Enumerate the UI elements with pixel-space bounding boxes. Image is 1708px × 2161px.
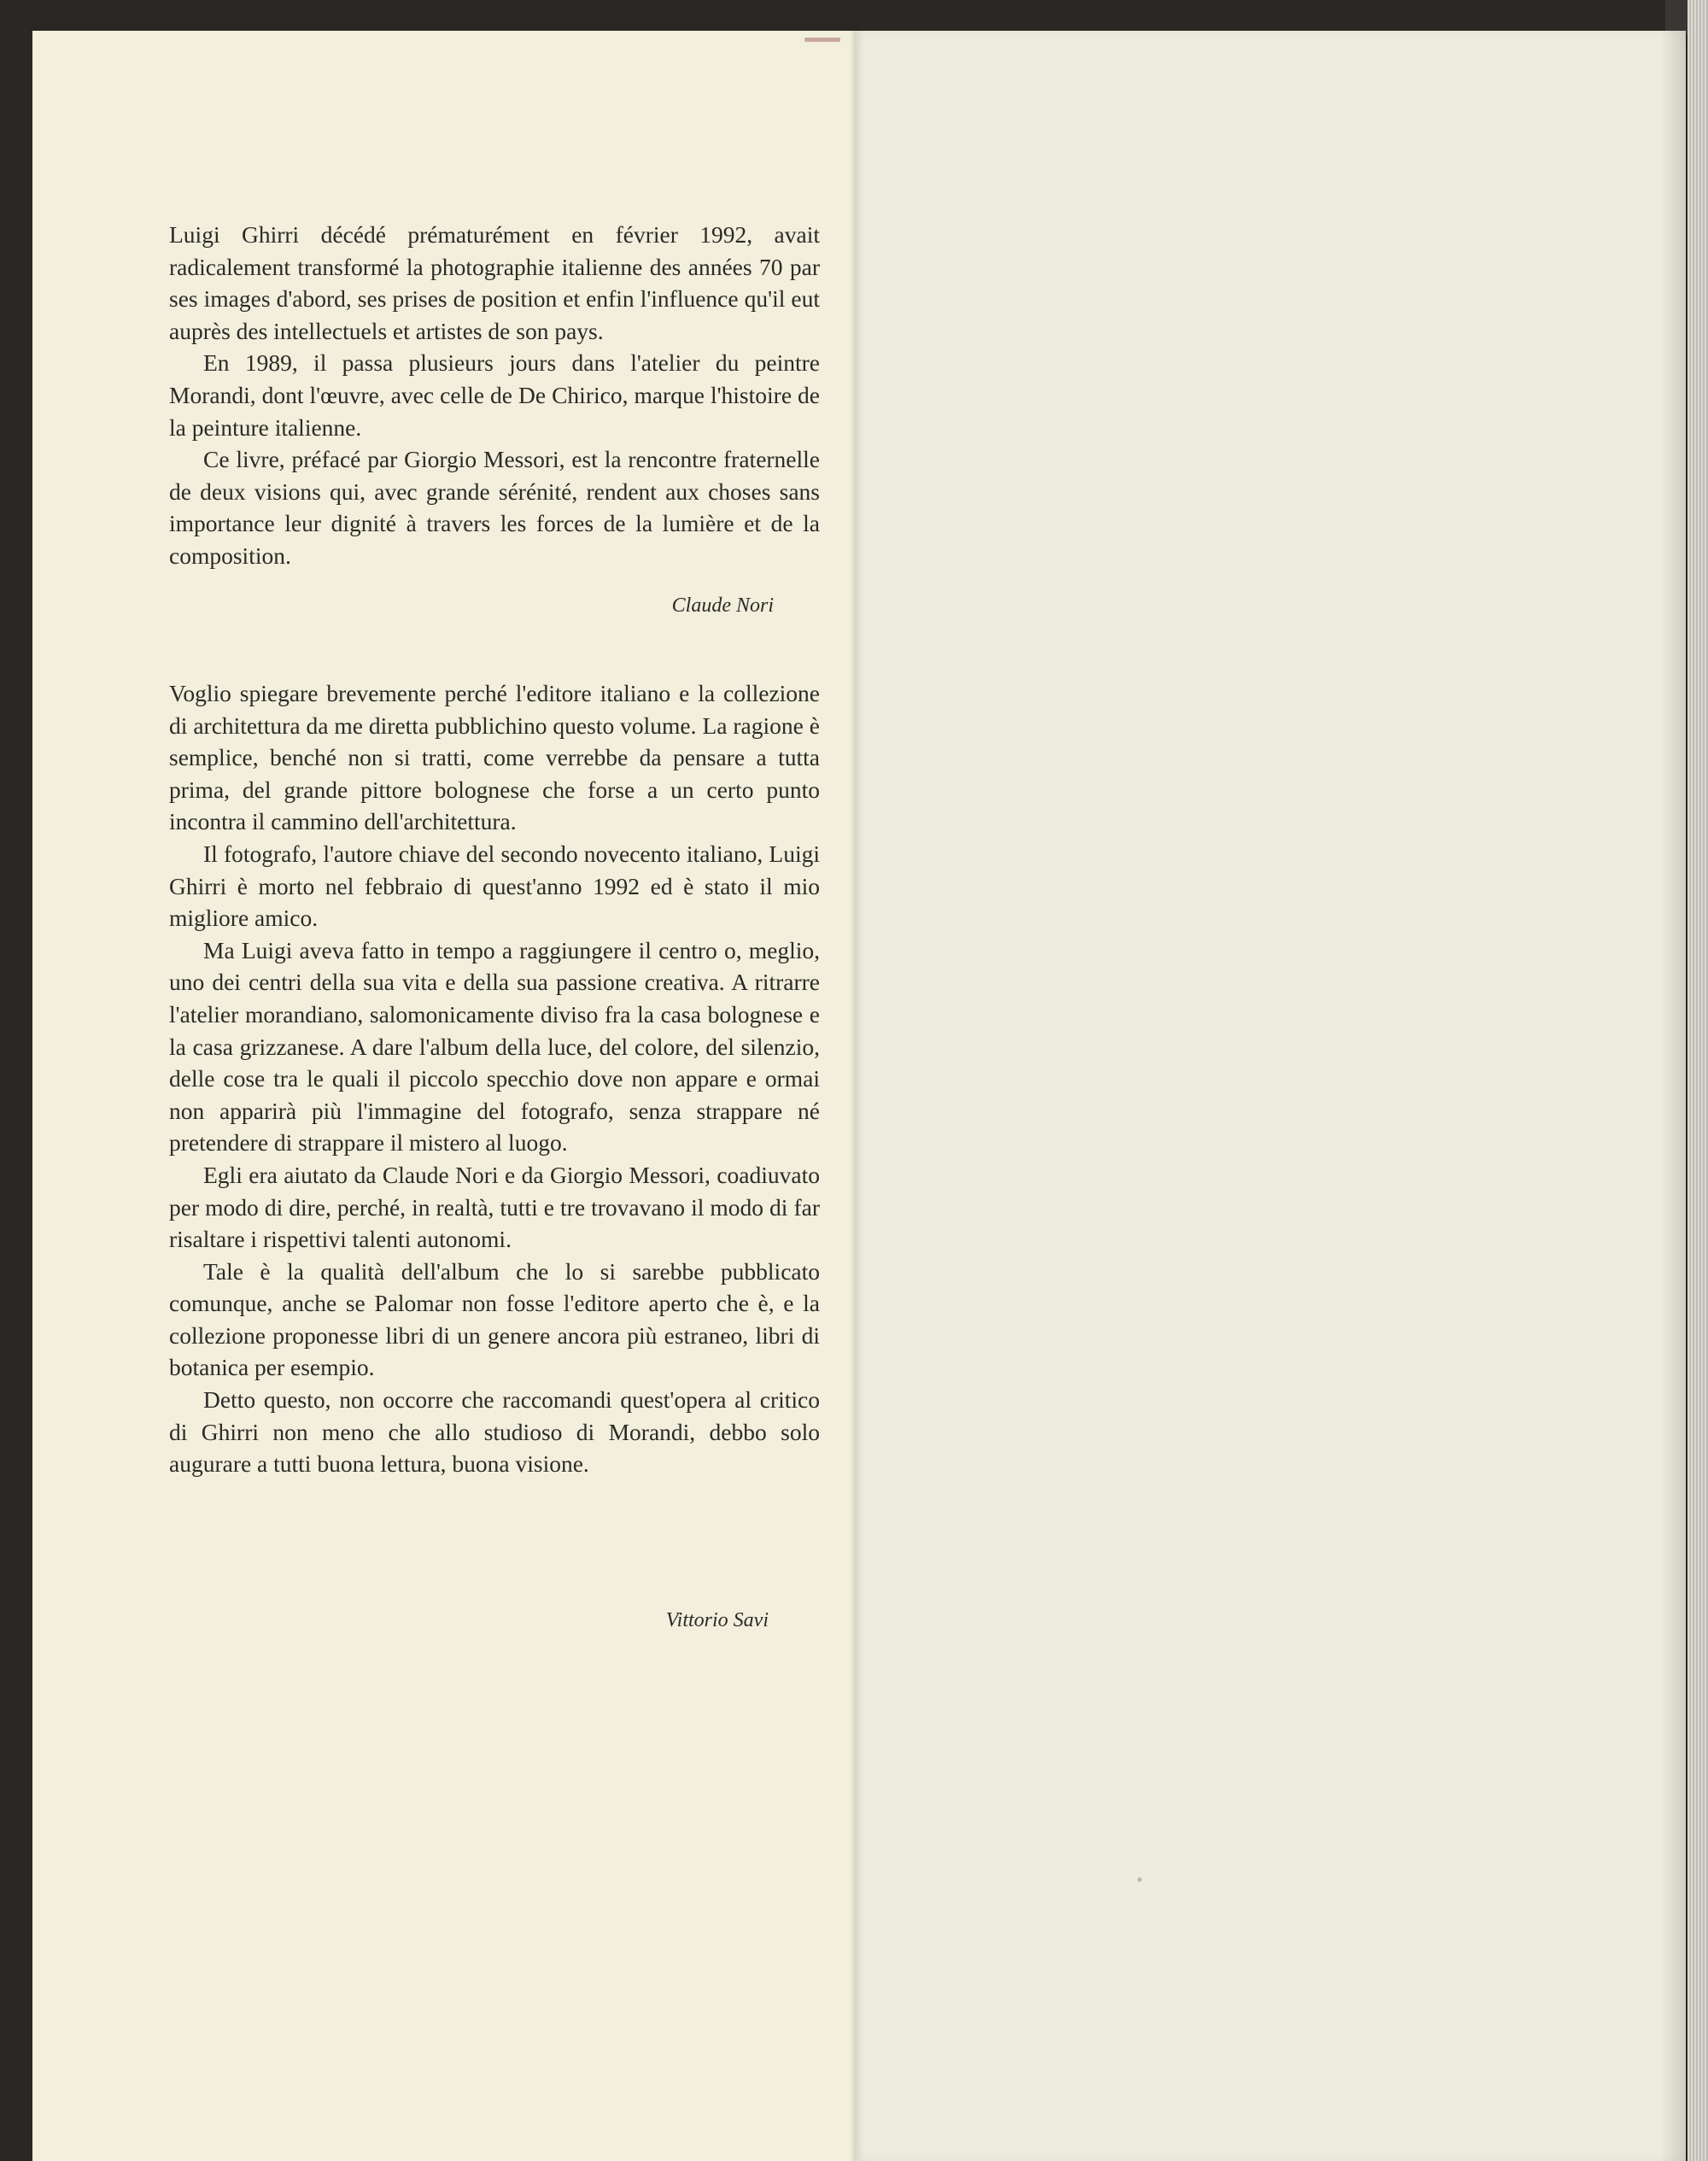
italian-paragraph: Il fotografo, l'autore chiave del secondo novecento italiano, Luigi Ghirri è morto nel febbraio di quest'anno 1992 ed è stato il mio migliore amico. [169,840,820,932]
italian-paragraph: Detto questo, non occorre che raccomandi quest'opera al critico di Ghirri non meno che allo studioso di Morandi, debbo solo augurare a tutti buona lettura, buona visione. [169,1386,820,1478]
french-paragraph: Ce livre, préfacé par Giorgio Messori, est la rencontre fraternelle de deux visions qui, avec grande sérénité, rendent aux choses sans importance leur dignité à travers les forces de la lumière et de la composition. [169,446,820,569]
italian-signature: Vittorio Savi [665,1609,769,1631]
italian-text-block [169,677,820,1480]
italian-paragraph: Tale è la qualità dell'album che lo si sarebbe pubblicato comunque, anche se Palomar non fosse l'editore aperto che è, e la collezione proponesse libri di un genere ancora più estraneo, libri di botanica per esempio. [169,1257,820,1381]
french-paragraph: Luigi Ghirri décédé prématurément en février 1992, avait radicalement transformé la photographie italienne des années 70 par ses images d'abord, ses prises de position et enfin l'influence qu'il eut auprès des intellectuels et artistes de son pays. [169,221,820,344]
french-signature: Claude Nori [671,594,774,617]
italian-paragraph: Voglio spiegare brevemente perché l'editore italiano e la collezione di architettura da me diretta pubblichino questo volume. La ragione è semplice, benché non si tratti, come verrebbe da pensare a tutta prima, del grande pittore bolognese che forse a un certo punto incontra il cammino dell'architettura. [169,680,820,835]
page-stack-edge [1688,0,1708,2161]
french-paragraph: En 1989, il passa plusieurs jours dans l'atelier du peintre Morandi, dont l'œuvre, avec celle de De Chirico, marque l'histoire de la peinture italienne. [169,349,820,441]
top-marker-strip [804,38,840,42]
right-page-edge-shade [1660,31,1686,2161]
flap-fold-shadow [849,31,854,2161]
italian-paragraph: Egli era aiutato da Claude Nori e da Giorgio Messori, coadiuvato per modo di dire, perché, in realtà, tutti e tre trovavano il modo di far risaltare i rispettivi talenti autonomi. [169,1161,820,1253]
french-text-block [169,219,820,572]
italian-paragraph: Ma Luigi aveva fatto in tempo a raggiungere il centro o, meglio, uno dei centri della sua vita e della sua passione creativa. A ritrarre l'atelier morandiano, salomonicamente diviso fra la casa bolognese e la casa grizzanese. A dare l'album della luce, del colore, del silenzio, delle cose tra le quali il piccolo specchio dove non appare e ormai non apparirà più l'immagine del fotografo, senza strappare né pretendere di strappare il mistero al luogo. [169,936,820,1157]
paper-speck [1138,1877,1142,1882]
right-blank-page [845,31,1686,2161]
